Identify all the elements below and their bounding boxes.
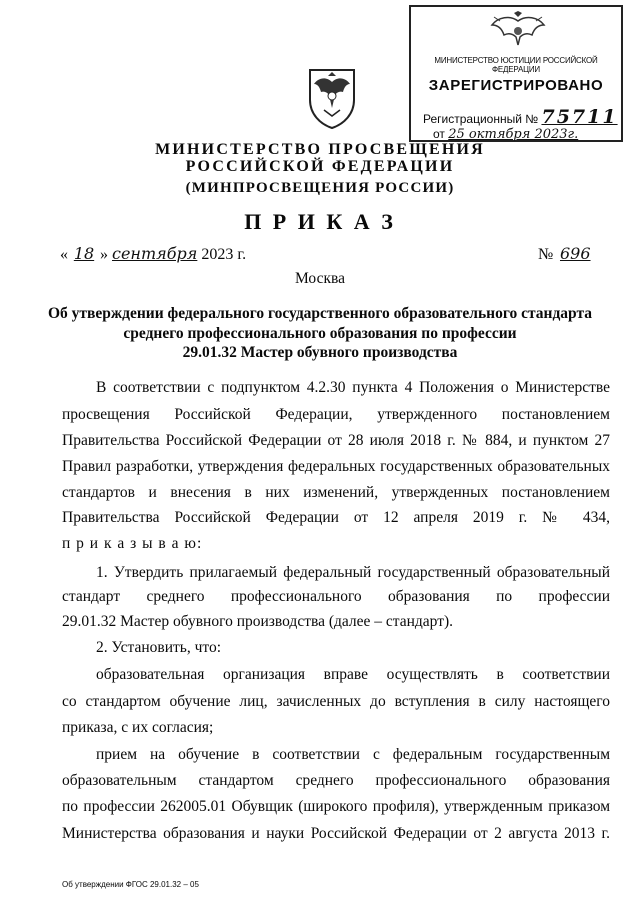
stamp-reg-line <box>423 106 618 128</box>
body-line: Правил разработки, утверждения федеральных государственных образовательных <box>62 458 610 475</box>
stamp-emblem-icon <box>488 11 548 51</box>
date-close-quote: » <box>100 246 108 263</box>
body-line: со стандартом обучение лиц, зачисленных до вступления в силу настоящего <box>62 693 610 710</box>
date-open-quote: « <box>60 246 68 263</box>
order-month: сентября <box>112 244 198 263</box>
order-year: 2023 г. <box>201 246 247 263</box>
order-date <box>60 244 246 264</box>
body-line: стандартов и внесения в них изменений, утвержденных постановлением <box>62 484 610 501</box>
stamp-date-value: 25 октября 2023г. <box>448 127 579 142</box>
body-line-prikazyvayu: п р и к а з ы в а ю: <box>62 535 203 552</box>
order-number-value: 696 <box>559 244 591 263</box>
stamp-date-prefix: от <box>433 127 445 141</box>
registration-stamp <box>409 5 623 142</box>
body-line: 29.01.32 Мастер обувного производства (далее – стандарт). <box>62 613 454 630</box>
body-line: В соответствии с подпунктом 4.2.30 пункта 4 Положения о Министерстве <box>96 379 610 396</box>
body-line: Правительства Российской Федерации от 28 июля 2018 г. № 884, и пунктом 27 <box>62 432 610 449</box>
order-number <box>538 244 593 264</box>
document-type: П Р И К А З <box>244 209 396 234</box>
order-number-label: № <box>538 246 554 263</box>
body-line: стандарт среднего профессионального образования по профессии <box>62 588 610 605</box>
stamp-ministry: МИНИСТЕРСТВО ЮСТИЦИИ РОССИЙСКОЙ ФЕДЕРАЦИИ <box>434 56 598 74</box>
body-line: по профессии 262005.01 Обувщик (широкого профиля), утвержденным приказом <box>62 798 610 815</box>
body-line: Министерства образования и науки Российской Федерации от 2 августа 2013 г. <box>62 825 610 842</box>
page-footer: Об утверждении ФГОС 29.01.32 – 05 <box>62 880 199 889</box>
body-line: 2. Установить, что: <box>96 639 222 656</box>
body-line: образовательным стандартом среднего профессионального образования <box>62 772 610 789</box>
stamp-reg-number: 75711 <box>541 106 618 128</box>
ministry-name-line2: РОССИЙСКОЙ ФЕДЕРАЦИИ <box>185 158 455 175</box>
order-day: 18 <box>73 244 95 263</box>
stamp-date-line <box>433 127 578 142</box>
body-line: 1. Утвердить прилагаемый федеральный государственный образовательный <box>96 564 610 581</box>
order-title-line2: среднего профессионального образования по профессии <box>123 325 517 342</box>
stamp-title: ЗАРЕГИСТРИРОВАНО <box>428 77 604 94</box>
order-title-line3: 29.01.32 Мастер обувного производства <box>182 344 458 361</box>
body-line: просвещения Российской Федерации, утвержденного постановлением <box>62 406 610 423</box>
ministry-short-name: (МИНПРОСВЕЩЕНИЯ РОССИИ) <box>185 180 455 196</box>
order-title-line1: Об утверждении федерального государственного образовательного стандарта <box>47 305 593 322</box>
body-line: прием на обучение в соответствии с федеральным государственным <box>96 746 610 763</box>
body-line: образовательная организация вправе осуществлять в соответствии <box>96 666 610 683</box>
body-line: приказа, с их согласия; <box>62 719 214 736</box>
order-city: Москва <box>295 270 345 287</box>
body-line: Правительства Российской Федерации от 12 апреля 2019 г. № 434, <box>62 509 610 526</box>
stamp-reg-label: Регистрационный № <box>423 112 539 126</box>
ministry-name-line1: МИНИСТЕРСТВО ПРОСВЕЩЕНИЯ <box>155 141 485 158</box>
coat-of-arms-icon <box>302 66 362 130</box>
